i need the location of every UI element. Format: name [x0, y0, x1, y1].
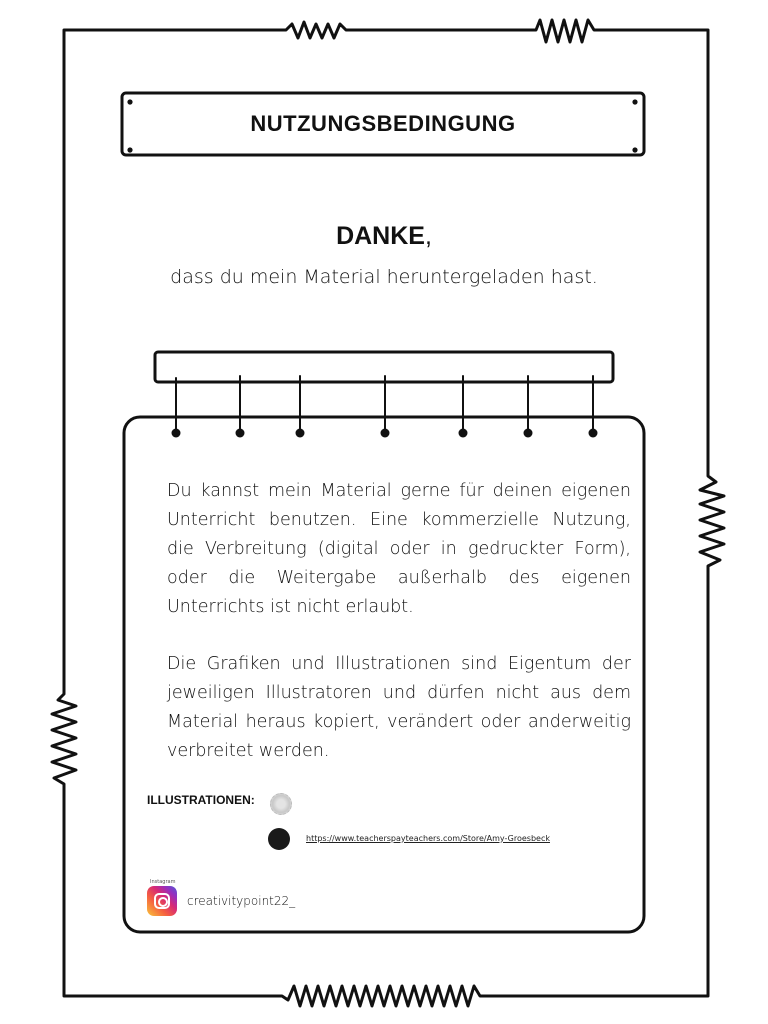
- terms-paragraph-usage: Du kannst mein Material gerne für deinen eigenen Unterricht benutzen. Eine kommerzielle Nutzung, die Verbreitung (digital oder in gedruckter Form), oder die Weitergabe außerhalb des eigenen Unterrichts ist nicht erlaubt.: [167, 481, 631, 617]
- instagram-label: Instagram: [150, 879, 176, 885]
- page-title: NUTZUNGSBEDINGUNG: [250, 111, 516, 136]
- thanks-comma: ,: [424, 222, 432, 250]
- thanks-heading: [100, 222, 668, 251]
- thanks-subline: dass du mein Material heruntergeladen hast.: [170, 266, 598, 288]
- card-strings: [176, 376, 593, 432]
- illustrator-logo-icon: [268, 828, 290, 850]
- illustrator-badge-icon: [270, 793, 292, 815]
- instagram-handle[interactable]: creativitypoint22_: [187, 894, 296, 908]
- instagram-icon[interactable]: [147, 886, 177, 916]
- thanks-word: DANKE: [336, 222, 425, 250]
- illustrator-credit-link[interactable]: https://www.teacherspayteachers.com/Store/Amy-Groesbeck: [306, 834, 550, 843]
- terms-paragraph-copyright: Die Grafiken und Illustrationen sind Eigentum der jeweiligen Illustratoren und dürfen nicht aus dem Material heraus kopiert, verändert oder anderweitig verbreitet werden.: [167, 654, 631, 761]
- illustrations-label: ILLUSTRATIONEN:: [147, 793, 255, 807]
